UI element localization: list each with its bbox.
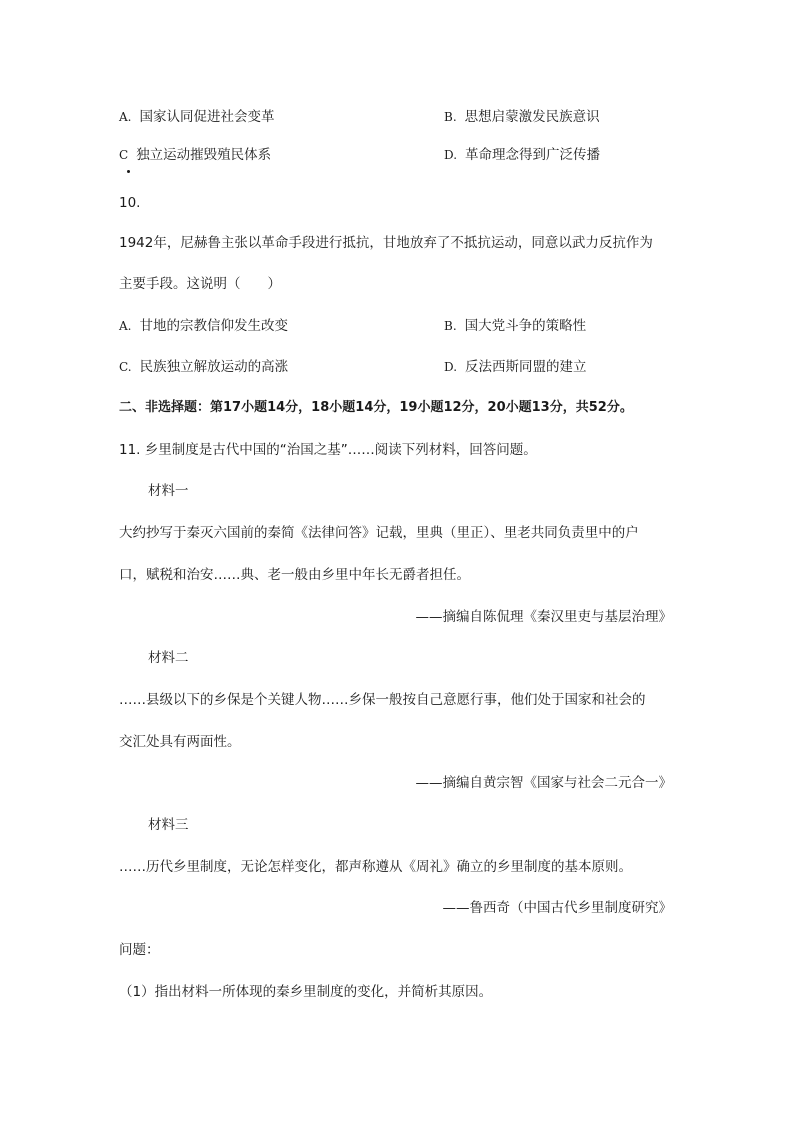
q10-option-c (119, 358, 288, 376)
option-a (119, 108, 274, 126)
option-c (119, 146, 271, 164)
question-11-part-1: （1）指出材料一所体现的秦乡里制度的变化，并简析其原因。 (119, 984, 493, 1000)
option-b-label: B. (444, 110, 457, 124)
material-1-line1: 大约抄写于秦灭六国前的秦简《法律问答》记载，里典（里正）、里老共同负责里中的户 (119, 525, 639, 541)
material-1-title: 材料一 (148, 483, 189, 499)
q10-option-c-label: C. (119, 360, 132, 374)
question-10-number: 10. (119, 195, 141, 211)
stray-dot (127, 170, 130, 173)
q10-option-d-text: 反法西斯同盟的建立 (465, 359, 587, 375)
material-1-source: ——摘编自陈侃理《秦汉里吏与基层治理》 (415, 609, 672, 625)
question-10-stem-line1: 1942年，尼赫鲁主张以革命手段进行抵抗，甘地放弃了不抵抗运动，同意以武力反抗作为 (119, 235, 653, 251)
material-1-line2: 口，赋税和治安……典、老一般由乡里中年长无爵者担任。 (119, 567, 470, 583)
option-b-text: 思想启蒙激发民族意识 (464, 109, 600, 125)
material-2-source: ——摘编自黄宗智《国家与社会二元合一》 (415, 775, 672, 791)
option-d-text: 革命理念得到广泛传播 (465, 147, 601, 163)
question-11-intro: 11. 乡里制度是古代中国的“治国之基”……阅读下列材料，回答问题。 (119, 442, 537, 458)
option-a-text: 国家认同促进社会变革 (139, 109, 275, 125)
material-3-line1: ……历代乡里制度，无论怎样变化，都声称遵从《周礼》确立的乡里制度的基本原则。 (119, 859, 632, 875)
material-2-title: 材料二 (148, 650, 189, 666)
material-2-line1: ……县级以下的乡保是个关键人物……乡保一般按自己意愿行事，他们处于国家和社会的 (119, 692, 646, 708)
questions-label: 问题： (119, 942, 160, 958)
q10-option-c-text: 民族独立解放运动的高涨 (139, 359, 289, 375)
q10-option-b (444, 317, 586, 335)
q10-option-b-label: B. (444, 319, 457, 333)
q10-option-d-label: D. (444, 360, 458, 374)
q10-option-a-text: 甘地的宗教信仰发生改变 (139, 318, 288, 334)
material-3-title: 材料三 (148, 817, 189, 833)
material-2-line2: 交汇处具有两面性。 (119, 734, 241, 750)
q10-option-a (119, 317, 288, 335)
option-b (444, 108, 600, 126)
option-c-text: 独立运动摧毁殖民体系 (136, 147, 272, 163)
option-d-label: D. (444, 148, 458, 162)
question-10-stem-line2: 主要手段。这说明（ ） (119, 276, 281, 292)
option-a-label: A. (119, 110, 132, 124)
material-3-source: ——鲁西奇（中国古代乡里制度研究》 (442, 900, 672, 916)
option-c-label: C (119, 148, 129, 162)
section-2-heading: 二、非选择题：第17小题14分，18小题14分，19小题12分，20小题13分，共52分。 (119, 400, 633, 415)
q10-option-a-label: A. (119, 319, 132, 333)
option-d (444, 146, 600, 164)
q10-option-d (444, 358, 587, 376)
q10-option-b-text: 国大党斗争的策略性 (464, 318, 587, 334)
